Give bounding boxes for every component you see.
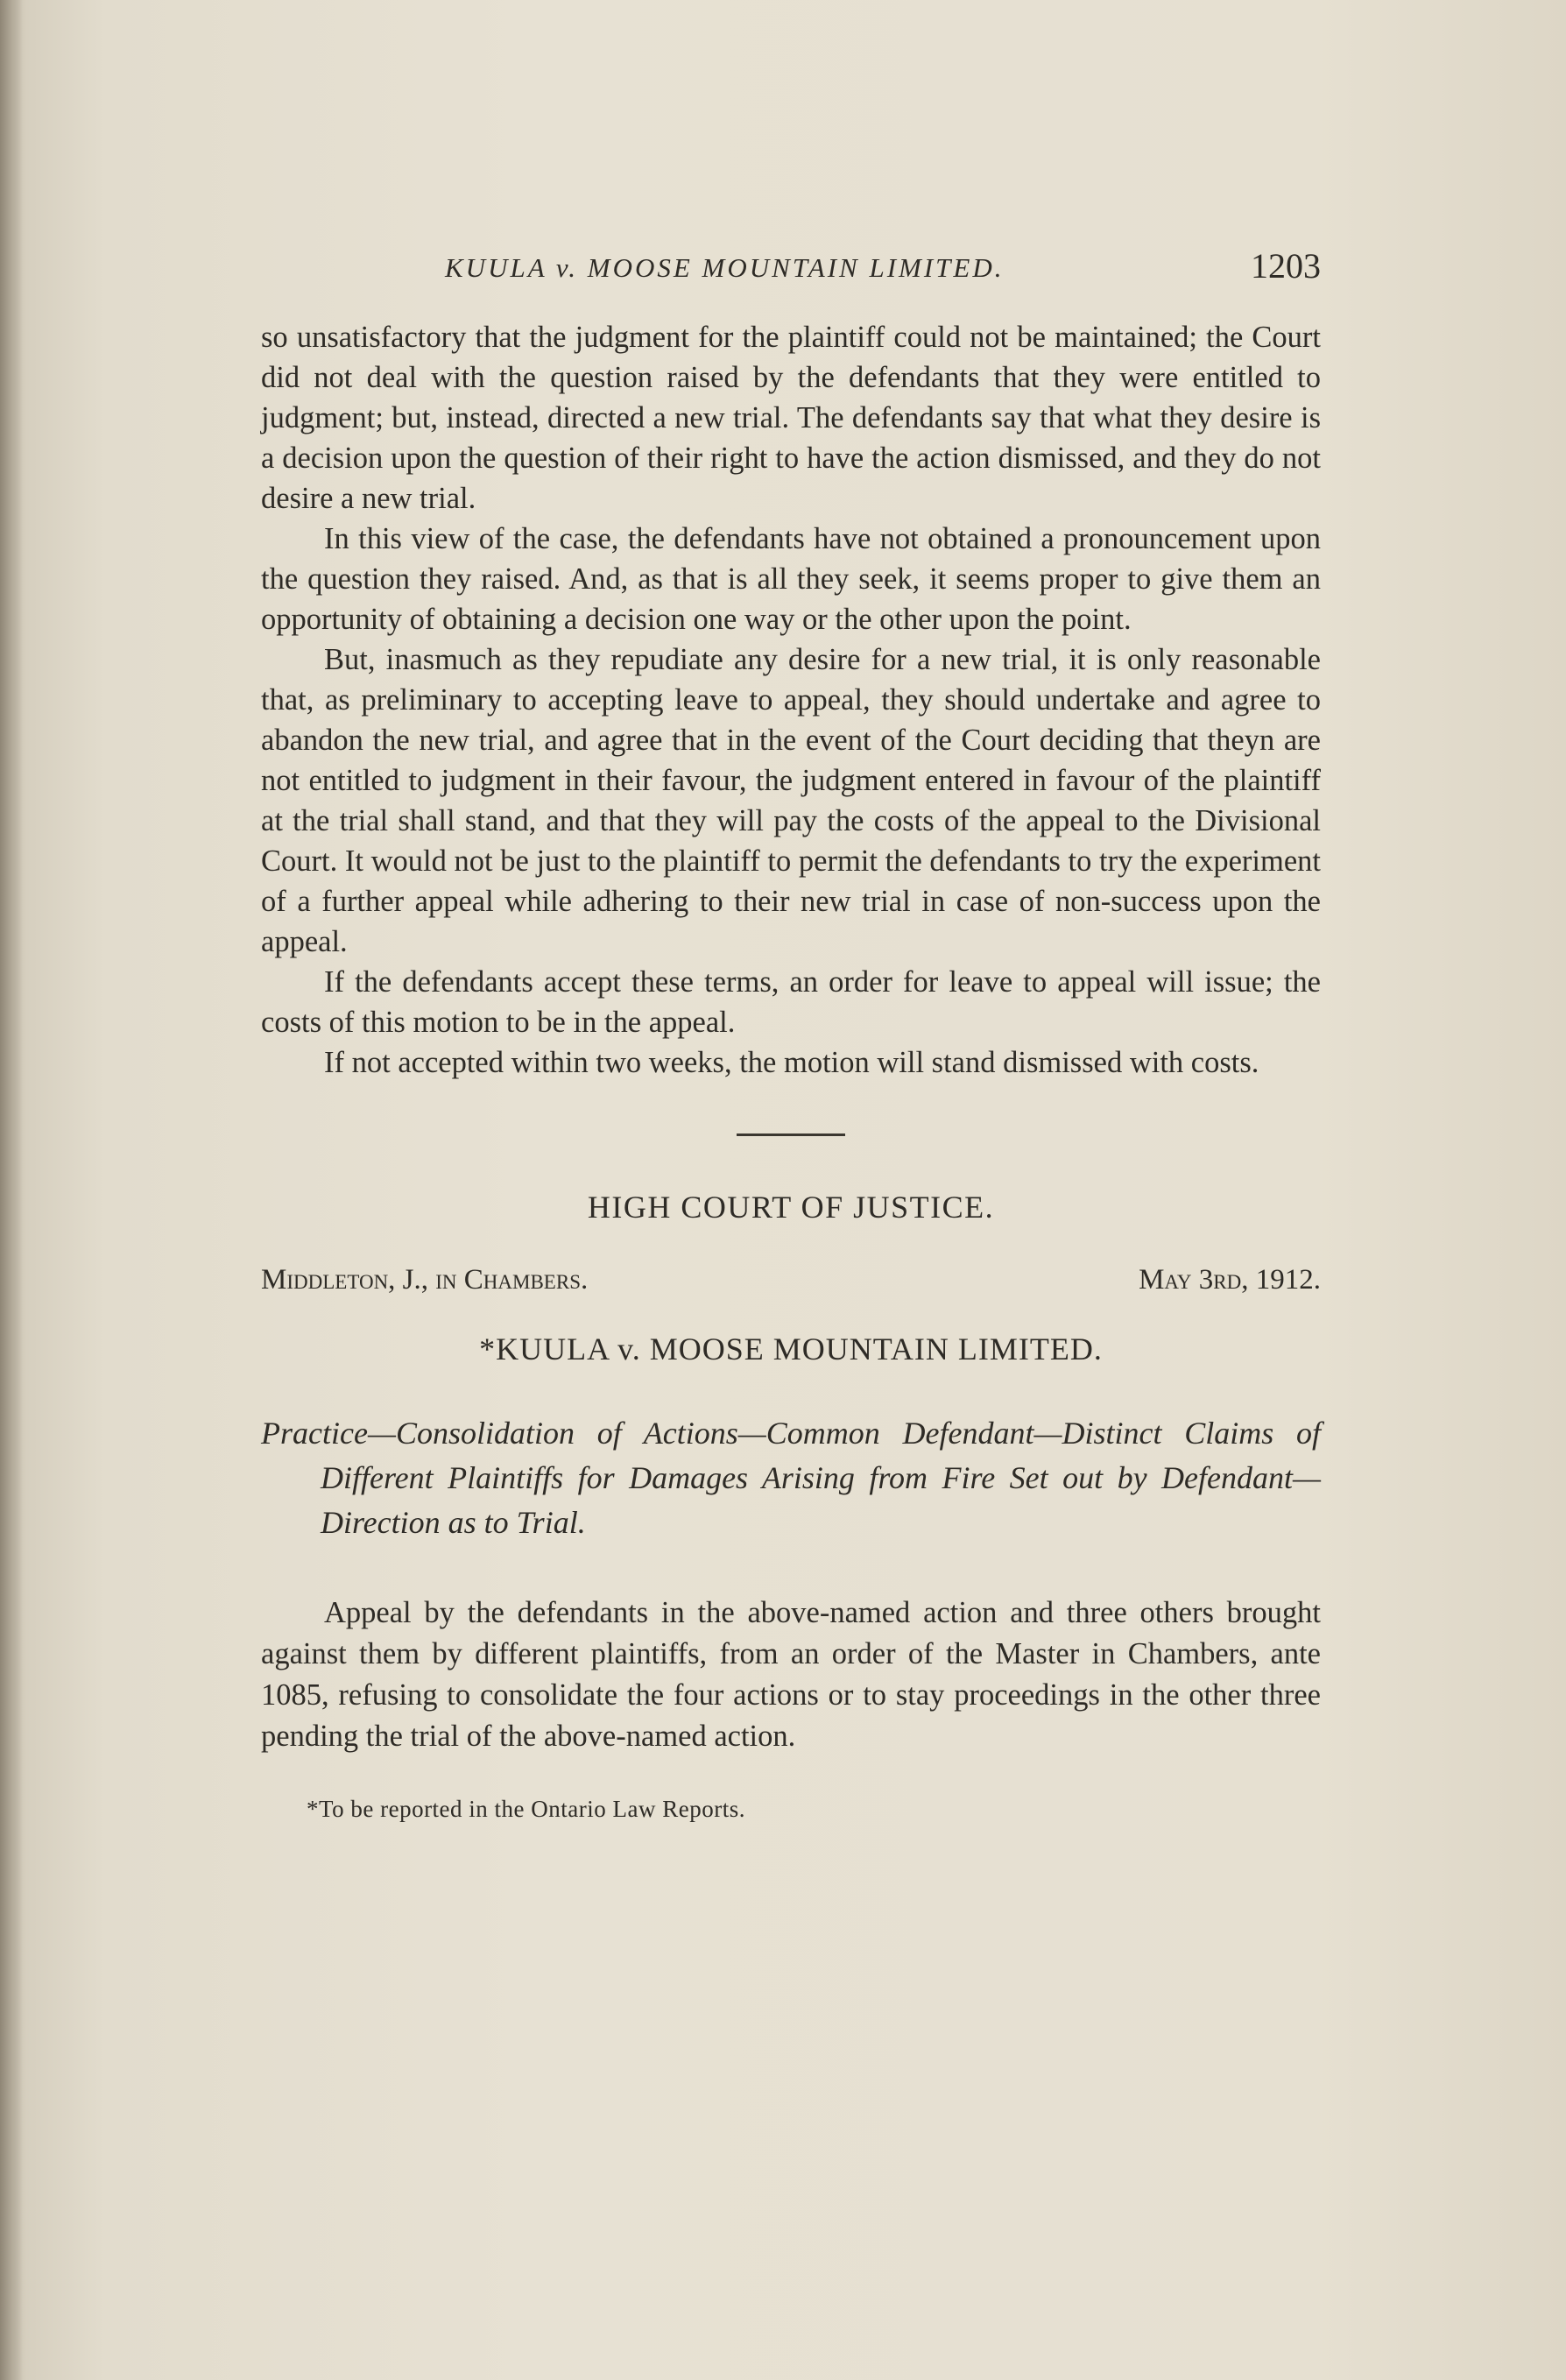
paragraph: But, inasmuch as they repudiate any desire for a new trial, it is only reasonable that, as preliminary to accepting leave to appeal, they should undertake and agree to abandon the new trial, and agree that in the event of the Court deciding that theyn are not entitled to judgment in their favour, the judgment entered in favour of the plaintiff at the trial shall stand, and that they will pay the costs of the appeal to the Divisional Court. It would not be just to the plaintiff to permit the defendants to try the experiment of a further appeal while adhering to their new trial in case of non-success upon the appeal. (261, 643, 1321, 958)
paragraph: so unsatisfactory that the judgment for the plaintiff could not be maintained; the Court did not deal with the question raised by the defendants that they were entitled to judgment; but, instead, directed a new trial. The defendants say that what they desire is a decision upon the question of their right to have the action dismissed, and they do not desire a new trial. (261, 321, 1321, 515)
running-head (261, 237, 1321, 298)
paragraph: In this view of the case, the defendants have not obtained a pronouncement upon the question they raised. And, as that is all they seek, it seems proper to give them an opportunity of obtaining a decision one way or the other upon the point. (261, 522, 1321, 636)
opinion-text (261, 317, 1321, 1083)
judge-name: Middleton, J., in Chambers. (261, 1264, 589, 1296)
footnote: *To be reported in the Ontario Law Reports. (307, 1796, 745, 1822)
case-title: *KUULA v. MOOSE MOUNTAIN LIMITED. (479, 1331, 1103, 1367)
decision-date: May 3rd, 1912. (1139, 1264, 1321, 1296)
judge-date-line (261, 1264, 1321, 1304)
paragraph: If the defendants accept these terms, an order for leave to appeal will issue; the costs of this motion to be in the appeal. (261, 965, 1321, 1039)
running-head-title: KUULA v. MOOSE MOUNTAIN LIMITED. (445, 252, 1005, 283)
paragraph: If not accepted within two weeks, the motion will stand dismissed with costs. (324, 1046, 1259, 1079)
page-content (261, 237, 1321, 1823)
page-binding-edge (0, 0, 23, 2380)
page-number: 1203 (1251, 246, 1321, 286)
appeal-paragraph: Appeal by the defendants in the above-named action and three others brought against them by different plaintiffs, from an order of the Master in Chambers, ante 1085, refusing to consolidate the four actions or to stay proceedings in the other three pending the trial of the above-named action. (261, 1596, 1321, 1753)
section-divider (737, 1134, 845, 1136)
court-heading: HIGH COURT OF JUSTICE. (587, 1190, 995, 1225)
headnote: Practice—Consolidation of Actions—Common Defendant—Distinct Claims of Different Plaintiffs for Damages Arising from Fire Set out by Defendant—Direction as to Trial. (261, 1416, 1321, 1540)
